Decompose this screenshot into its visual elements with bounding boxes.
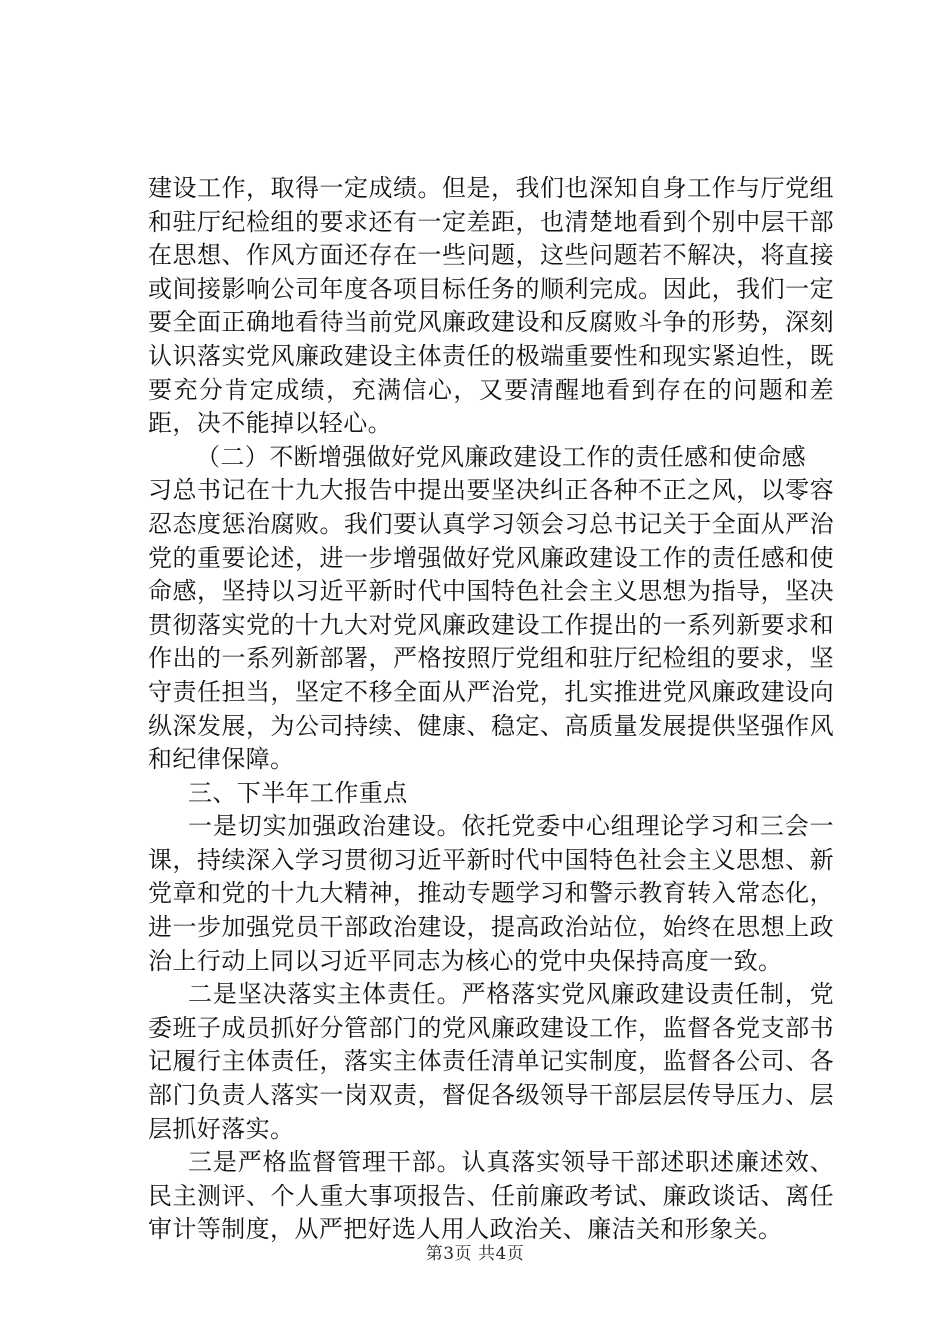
document-body	[148, 172, 834, 1247]
section-heading-3: 三、下半年工作重点	[188, 778, 408, 807]
paragraph-continuation: 建设工作，取得一定成绩。但是，我们也深知自身工作与厅党组和驻厅纪检组的要求还有一定差距，也清楚地看到个别中层干部在思想、作风方面还存在一些问题，这些问题若不解决，将直接或间接影响公司年度各项目标任务的顺利完成。因此，我们一定要全面正确地看待当前党风廉政建设和反腐败斗争的形势，深刻认识落实党风廉政建设主体责任的极端重要性和现实紧迫性，既要充分肯定成绩，充满信心，又要清醒地看到存在的问题和差距，决不能掉以轻心。	[148, 174, 834, 438]
paragraph-cadre-supervision: 三是严格监督管理干部。认真落实领导干部述职述廉述效、民主测评、个人重大事项报告、任前廉政考试、廉政谈话、离任审计等制度，从严把好选人用人政治关、廉洁关和形象关。	[148, 1148, 834, 1244]
section-heading-2: （二）不断增强做好党风廉政建设工作的责任感和使命感	[196, 442, 806, 471]
page-number-footer: 第3页 共4页	[425, 1244, 525, 1264]
paragraph-responsibility: 习总书记在十九大报告中提出要坚决纠正各种不正之风，以零容忍态度惩治腐败。我们要认真学习领会习总书记关于全面从严治党的重要论述，进一步增强做好党风廉政建设工作的责任感和使命感，坚持以习近平新时代中国特色社会主义思想为指导，坚决贯彻落实党的十九大对党风廉政建设工作提出的一系列新要求和作出的一系列新部署，严格按照厅党组和驻厅纪检组的要求，坚守责任担当，坚定不移全面从严治党，扎实推进党风廉政建设向纵深发展，为公司持续、健康、稳定、高质量发展提供坚强作风和纪律保障。	[148, 476, 834, 774]
paragraph-main-responsibility: 二是坚决落实主体责任。严格落实党风廉政建设责任制，党委班子成员抓好分管部门的党风廉政建设工作，监督各党支部书记履行主体责任，落实主体责任清单记实制度，监督各公司、各部门负责人落实一岗双责，督促各级领导干部层层传导压力、层层抓好落实。	[148, 980, 834, 1143]
paragraph-political-building: 一是切实加强政治建设。依托党委中心组理论学习和三会一课，持续深入学习贯彻习近平新时代中国特色社会主义思想、新党章和党的十九大精神，推动专题学习和警示教育转入常态化，进一步加强党员干部政治建设，提高政治站位，始终在思想上政治上行动上同以习近平同志为核心的党中央保持高度一致。	[148, 812, 834, 975]
